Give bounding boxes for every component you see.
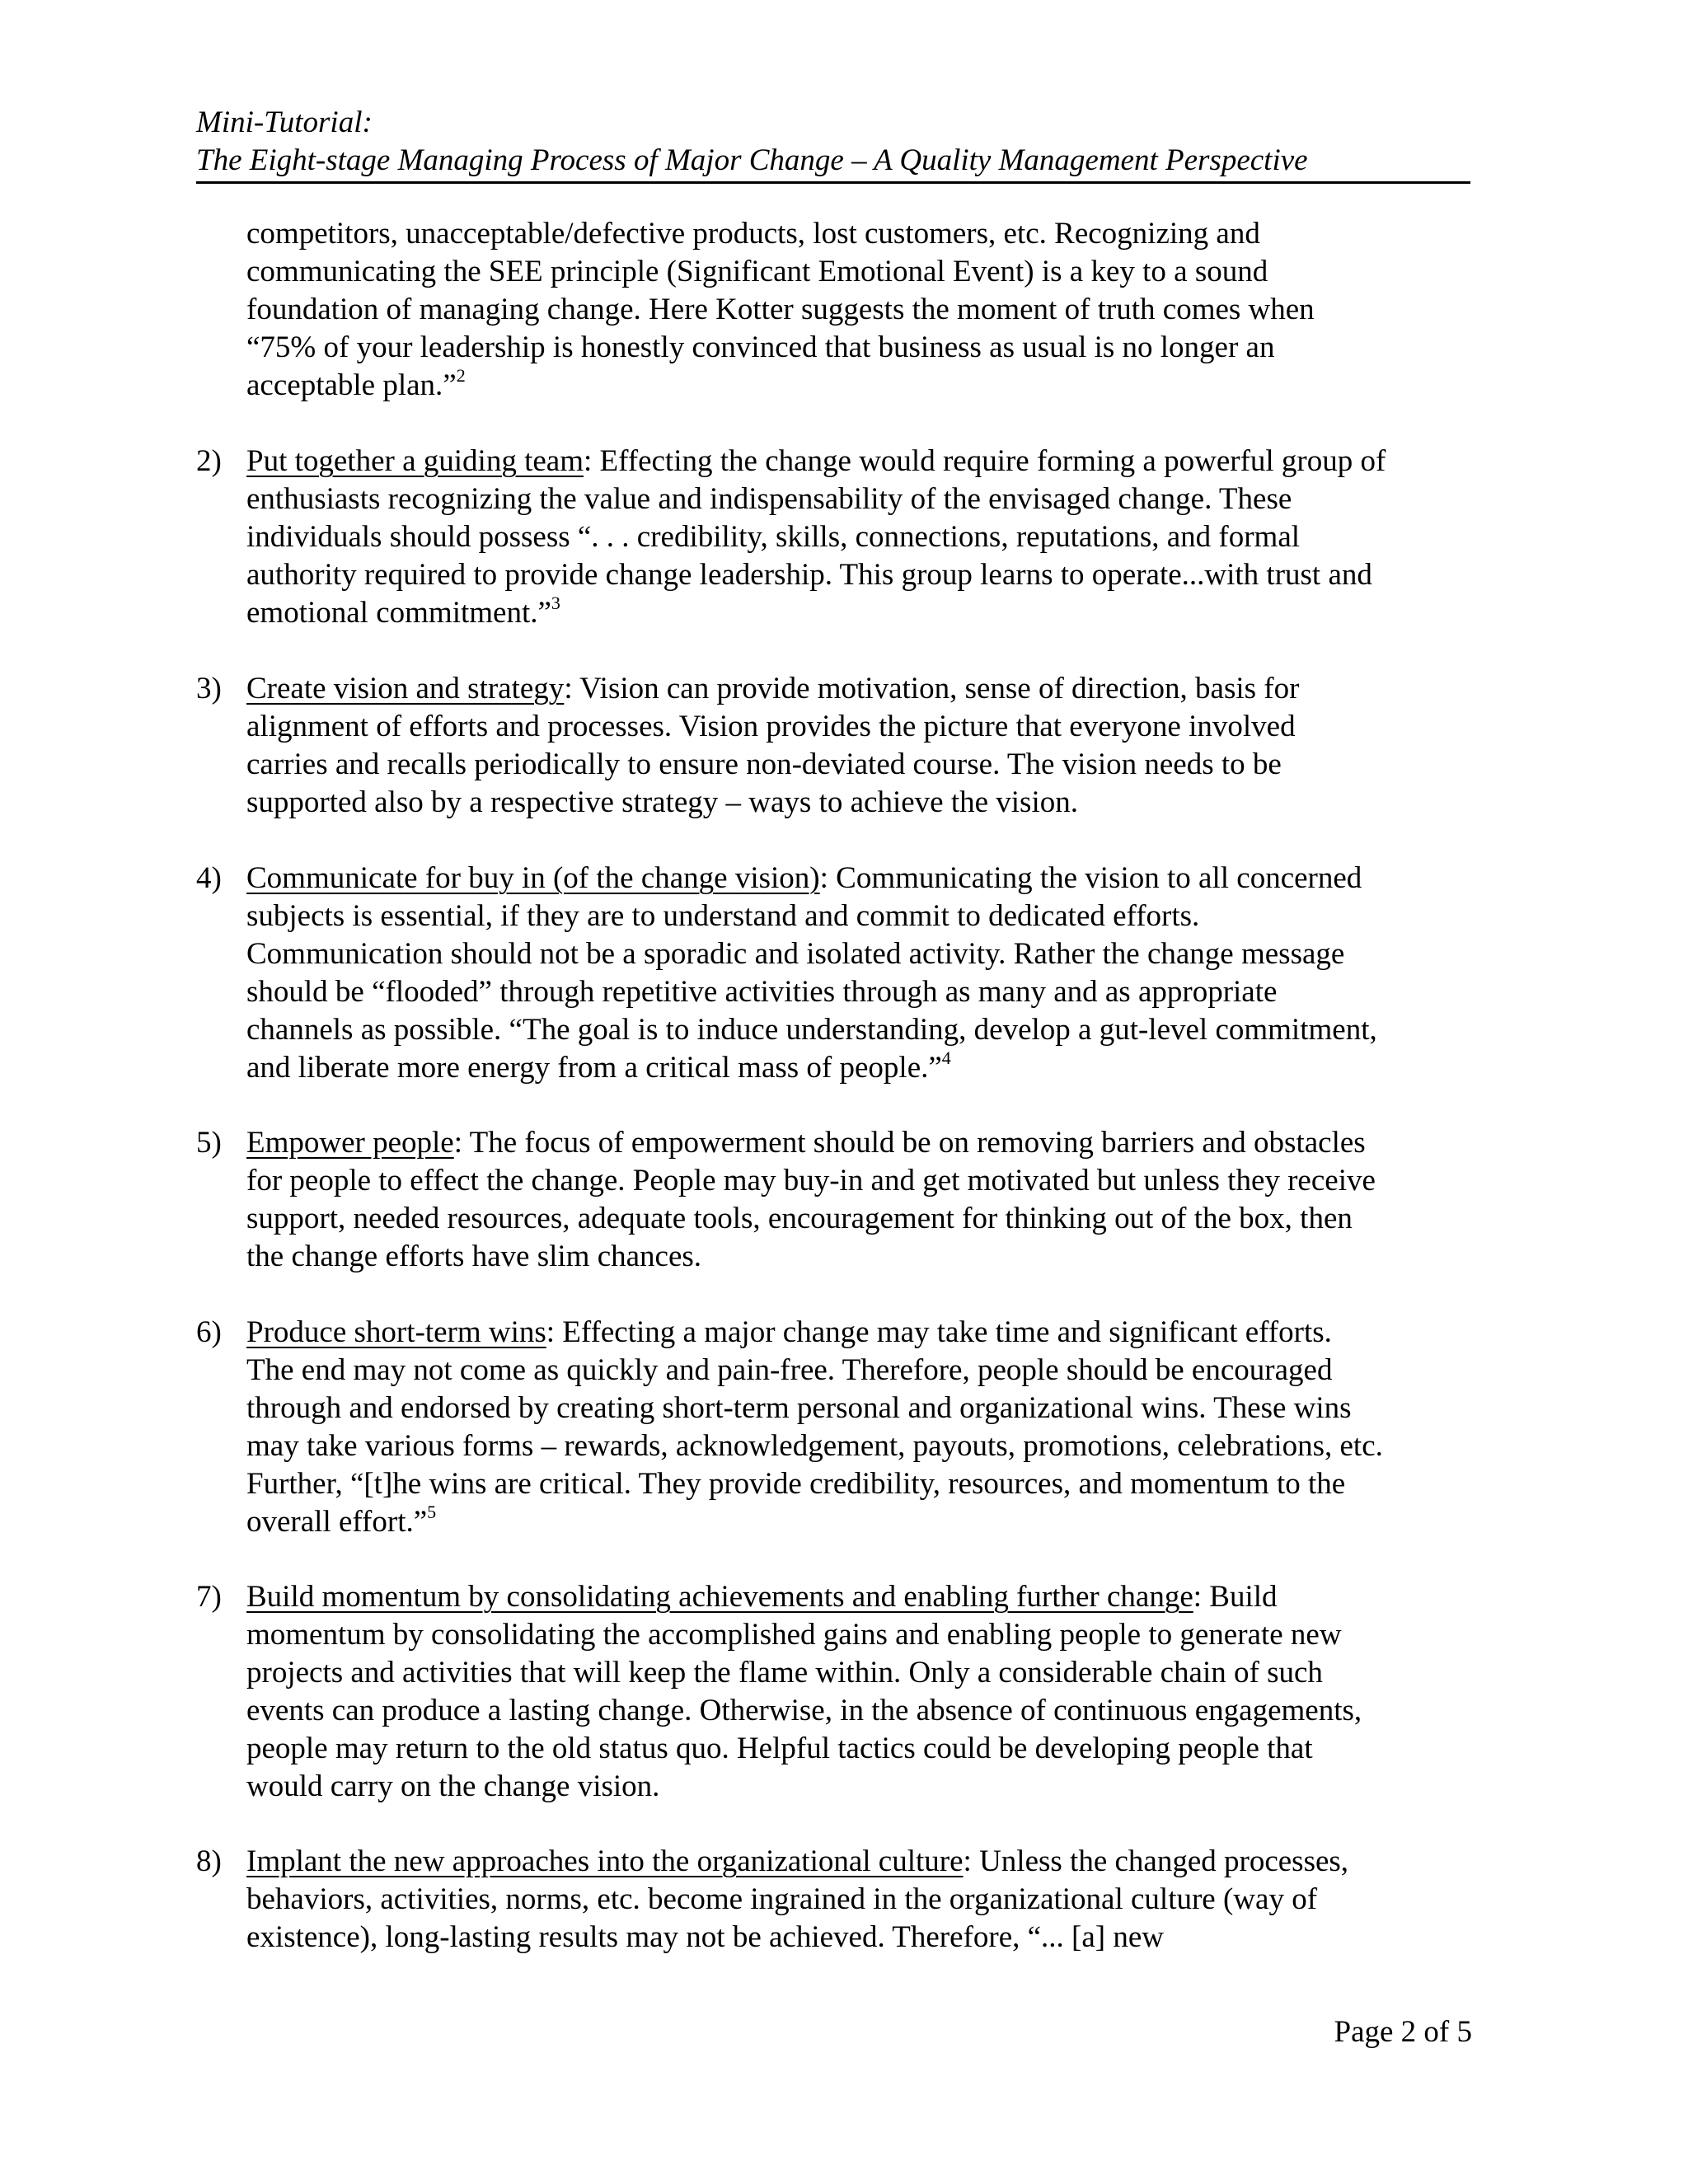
list-item-line: through and endorsed by creating short-term personal and organizational wins. These wins bbox=[246, 1391, 1352, 1425]
list-item bbox=[196, 1843, 1515, 1957]
list-item-line: should be “flooded” through repetitive activities through as many and as appropriate bbox=[246, 975, 1278, 1009]
list-item-number: 7) bbox=[196, 1580, 222, 1614]
paragraph-line: “75% of your leadership is honestly convinced that business as usual is no longer an bbox=[246, 330, 1275, 364]
list-item-number: 8) bbox=[196, 1844, 222, 1878]
list-item-line: momentum by consolidating the accomplished gains and enabling people to generate new bbox=[246, 1618, 1342, 1652]
list-item-line bbox=[246, 594, 1515, 632]
header-title: The Eight-stage Managing Process of Major Change – A Quality Management Perspective bbox=[196, 143, 1308, 177]
list-item-line: Communication should not be a sporadic and isolated activity. Rather the change message bbox=[246, 937, 1345, 971]
list-item-line: channels as possible. “The goal is to induce understanding, develop a gut-level commitment, bbox=[246, 1013, 1377, 1047]
list-item-title: Put together a guiding team bbox=[246, 444, 584, 478]
list-item-number: 5) bbox=[196, 1126, 222, 1160]
list-item-text: overall effort.” bbox=[246, 1505, 428, 1539]
list-item-number: 6) bbox=[196, 1315, 222, 1349]
page-number: Page 2 of 5 bbox=[1334, 2015, 1472, 2049]
list-item-line: existence), long-lasting results may not be achieved. Therefore, “... [a] new bbox=[246, 1920, 1164, 1954]
list-item-number: 3) bbox=[196, 672, 222, 705]
list-item-number: 2) bbox=[196, 444, 222, 478]
footnote-marker: 3 bbox=[551, 593, 560, 613]
footnote-marker: 5 bbox=[427, 1502, 437, 1522]
list-item-first-line bbox=[246, 1314, 1515, 1352]
paragraph-line: competitors, unacceptable/defective products, lost customers, etc. Recognizing and bbox=[246, 217, 1260, 251]
list-item bbox=[196, 1314, 1515, 1541]
list-item-line: carries and recalls periodically to ensure non-deviated course. The vision needs to be bbox=[246, 748, 1282, 781]
list-item-title: Create vision and strategy bbox=[246, 672, 565, 705]
list-item-line bbox=[246, 1049, 1515, 1087]
list-item-line: enthusiasts recognizing the value and indispensability of the envisaged change. These bbox=[246, 482, 1292, 516]
list-item-text: : Vision can provide motivation, sense of direction, basis for bbox=[564, 672, 1300, 705]
list-item-text: : Build bbox=[1193, 1580, 1278, 1614]
list-item-line: for people to effect the change. People may buy-in and get motivated but unless they receive bbox=[246, 1164, 1376, 1197]
list-item-line: the change efforts have slim chances. bbox=[246, 1240, 702, 1273]
footnote-marker: 2 bbox=[456, 365, 466, 386]
list-item-line bbox=[246, 1503, 1515, 1541]
continued-paragraph bbox=[246, 215, 1499, 405]
list-item-first-line bbox=[246, 860, 1515, 898]
list-item-title: Build momentum by consolidating achievements and enabling further change bbox=[246, 1580, 1193, 1614]
list-item-title: Communicate for buy in (of the change vision) bbox=[246, 861, 820, 895]
paragraph-line-text: acceptable plan.” bbox=[246, 368, 457, 402]
list-item-text: emotional commitment.” bbox=[246, 596, 551, 630]
list-item-title: Implant the new approaches into the organizational culture bbox=[246, 1844, 964, 1878]
list-item-text: : Communicating the vision to all concerned bbox=[819, 861, 1362, 895]
list-item-first-line bbox=[246, 1578, 1515, 1616]
list-item-line: events can produce a lasting change. Otherwise, in the absence of continuous engagements, bbox=[246, 1694, 1362, 1727]
list-item bbox=[196, 1578, 1515, 1806]
list-item bbox=[196, 860, 1515, 1087]
paragraph-line: foundation of managing change. Here Kotter suggests the moment of truth comes when bbox=[246, 293, 1315, 326]
list-item bbox=[196, 1124, 1515, 1276]
list-item-line: behaviors, activities, norms, etc. become ingrained in the organizational culture (way of bbox=[246, 1882, 1318, 1916]
list-item-line: individuals should possess “. . . credibility, skills, connections, reputations, and formal bbox=[246, 520, 1301, 554]
list-item-line: The end may not come as quickly and pain-free. Therefore, people should be encouraged bbox=[246, 1353, 1333, 1387]
list-item-text: : Unless the changed processes, bbox=[963, 1844, 1349, 1878]
list-item-text: : Effecting the change would require forming a powerful group of bbox=[583, 444, 1386, 478]
footnote-marker: 4 bbox=[941, 1047, 951, 1068]
list-item-line: people may return to the old status quo. Helpful tactics could be developing people that bbox=[246, 1732, 1313, 1765]
list-item-title: Produce short-term wins bbox=[246, 1315, 546, 1349]
paragraph-line bbox=[246, 367, 1499, 405]
list-item bbox=[196, 443, 1515, 632]
list-item-line: supported also by a respective strategy – ways to achieve the vision. bbox=[246, 785, 1078, 819]
list-item-line: projects and activities that will keep the flame within. Only a considerable chain of such bbox=[246, 1656, 1323, 1690]
list-item-first-line bbox=[246, 1843, 1515, 1881]
list-item-line: subjects is essential, if they are to understand and commit to dedicated efforts. bbox=[246, 899, 1200, 933]
list-item-line: authority required to provide change leadership. This group learns to operate...with trust and bbox=[246, 558, 1372, 592]
list-item-text: and liberate more energy from a critical mass of people.” bbox=[246, 1051, 942, 1085]
list-item-line: Further, “[t]he wins are critical. They provide credibility, resources, and momentum to the bbox=[246, 1467, 1346, 1501]
list-item-line: support, needed resources, adequate tools, encouragement for thinking out of the box, then bbox=[246, 1202, 1353, 1235]
list-item-first-line bbox=[246, 443, 1515, 480]
list-item-text: : The focus of empowerment should be on removing barriers and obstacles bbox=[453, 1126, 1366, 1160]
running-header bbox=[196, 104, 1470, 184]
list-item-number: 4) bbox=[196, 861, 222, 895]
list-item-line: may take various forms – rewards, acknowledgement, payouts, promotions, celebrations, etc. bbox=[246, 1429, 1383, 1463]
list-item-first-line bbox=[246, 1124, 1515, 1162]
paragraph-line: communicating the SEE principle (Significant Emotional Event) is a key to a sound bbox=[246, 255, 1268, 288]
list-item-first-line bbox=[246, 670, 1515, 708]
list-item-line: alignment of efforts and processes. Vision provides the picture that everyone involved bbox=[246, 710, 1296, 743]
header-label: Mini-Tutorial: bbox=[196, 105, 373, 139]
list-item-line: would carry on the change vision. bbox=[246, 1769, 660, 1803]
list-item bbox=[196, 670, 1515, 822]
list-item-title: Empower people bbox=[246, 1126, 454, 1160]
list-item-text: : Effecting a major change may take time and significant efforts. bbox=[546, 1315, 1332, 1349]
